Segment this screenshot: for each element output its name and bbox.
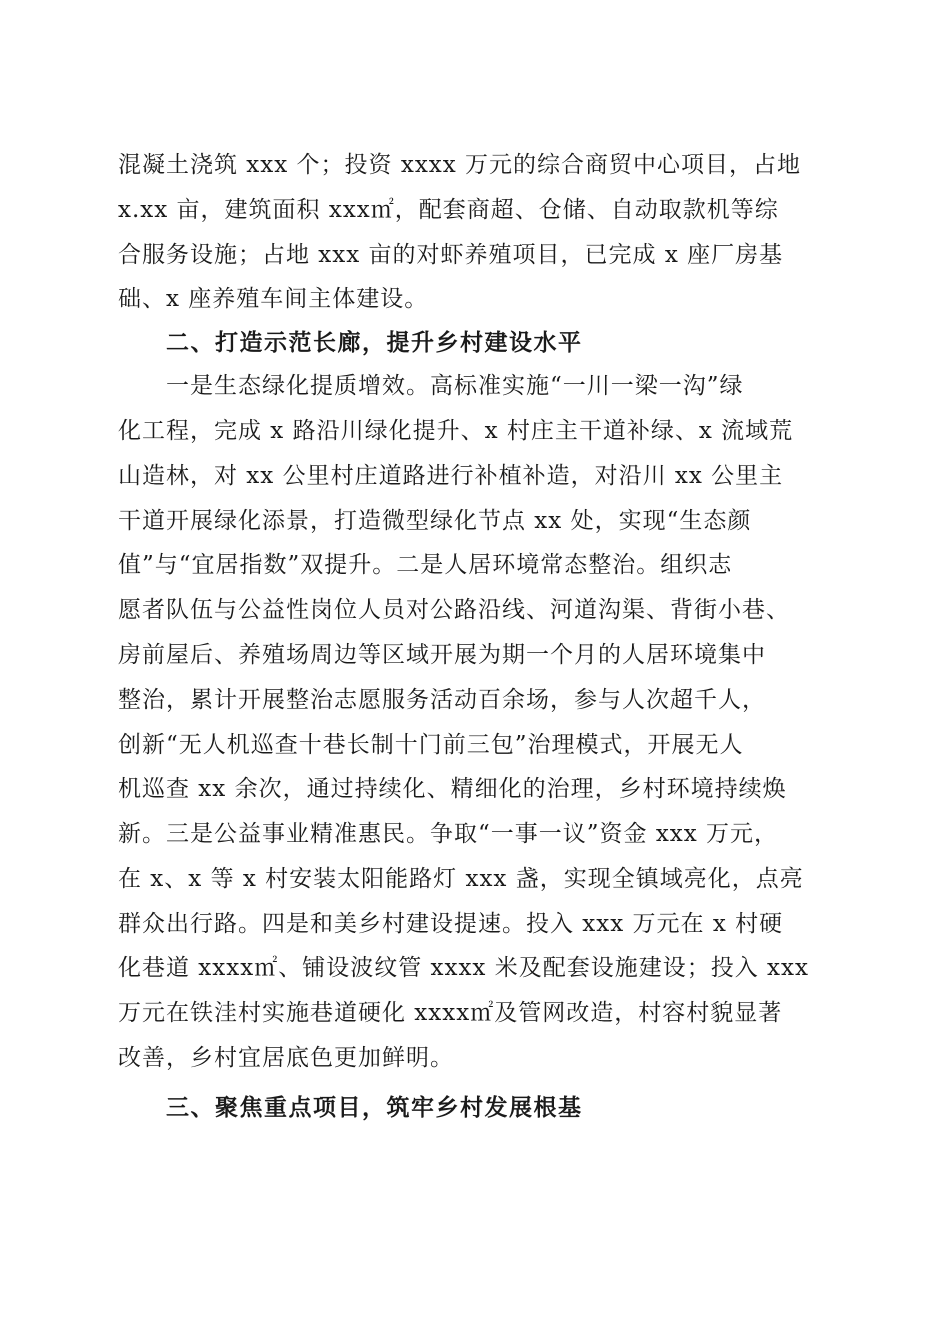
paragraph-line: 创新“无人机巡查十巷长制十门前三包”治理模式，开展无人 [118,732,744,758]
paragraph-line: 化巷道 xxxx㎡、铺设波纹管 xxxx 米及配套设施建设；投入 xxx [118,955,809,981]
paragraph-line: 愿者队伍与公益性岗位人员对公路沿线、河道沟渠、背街小巷、 [118,597,790,623]
paragraph-line: 整治，累计开展整治志愿服务活动百余场，参与人次超千人， [118,687,766,713]
paragraph-line: x.xx 亩，建筑面积 xxx㎡，配套商超、仓储、自动取款机等综 [118,197,779,223]
section-heading-3: 三、聚焦重点项目，筑牢乡村发展根基 [166,1094,583,1121]
paragraph-line: 混凝土浇筑 xxx 个；投资 xxxx 万元的综合商贸中心项目，占地 [118,152,802,178]
paragraph-line: 万元在铁洼村实施巷道硬化 xxxx㎡及管网改造，村容村貌显著 [118,1000,783,1026]
paragraph-line: 新。三是公益事业精准惠民。争取“一事一议”资金 xxx 万元， [118,821,779,847]
paragraph-line: 改善，乡村宜居底色更加鲜明。 [118,1045,454,1071]
paragraph-line: 房前屋后、养殖场周边等区域开展为期一个月的人居环境集中 [118,642,766,668]
paragraph-line: 山造林，对 xx 公里村庄道路进行补植补造，对沿川 xx 公里主 [118,463,784,489]
paragraph-line: 一是生态绿化提质增效。高标准实施“一川一梁一沟”绿 [166,373,744,399]
paragraph-line: 础、x 座养殖车间主体建设。 [118,286,429,312]
paragraph-line: 合服务设施；占地 xxx 亩的对虾养殖项目，已完成 x 座厂房基 [118,242,784,268]
section-heading-2: 二、打造示范长廊，提升乡村建设水平 [166,329,583,356]
paragraph-line: 干道开展绿化添景，打造微型绿化节点 xx 处，实现“生态颜 [118,508,752,534]
paragraph-line: 机巡查 xx 余次，通过持续化、精细化的治理，乡村环境持续焕 [118,776,787,802]
paragraph-line: 群众出行路。四是和美乡村建设提速。投入 xxx 万元在 x 村硬 [118,911,784,937]
paragraph-line: 在 x、x 等 x 村安装太阳能路灯 xxx 盏，实现全镇域亮化，点亮 [118,866,804,892]
paragraph-line: 值”与“宜居指数”双提升。二是人居环境常态整治。组织志 [118,552,733,578]
paragraph-line: 化工程，完成 x 路沿川绿化提升、x 村庄主干道补绿、x 流域荒 [118,418,794,444]
